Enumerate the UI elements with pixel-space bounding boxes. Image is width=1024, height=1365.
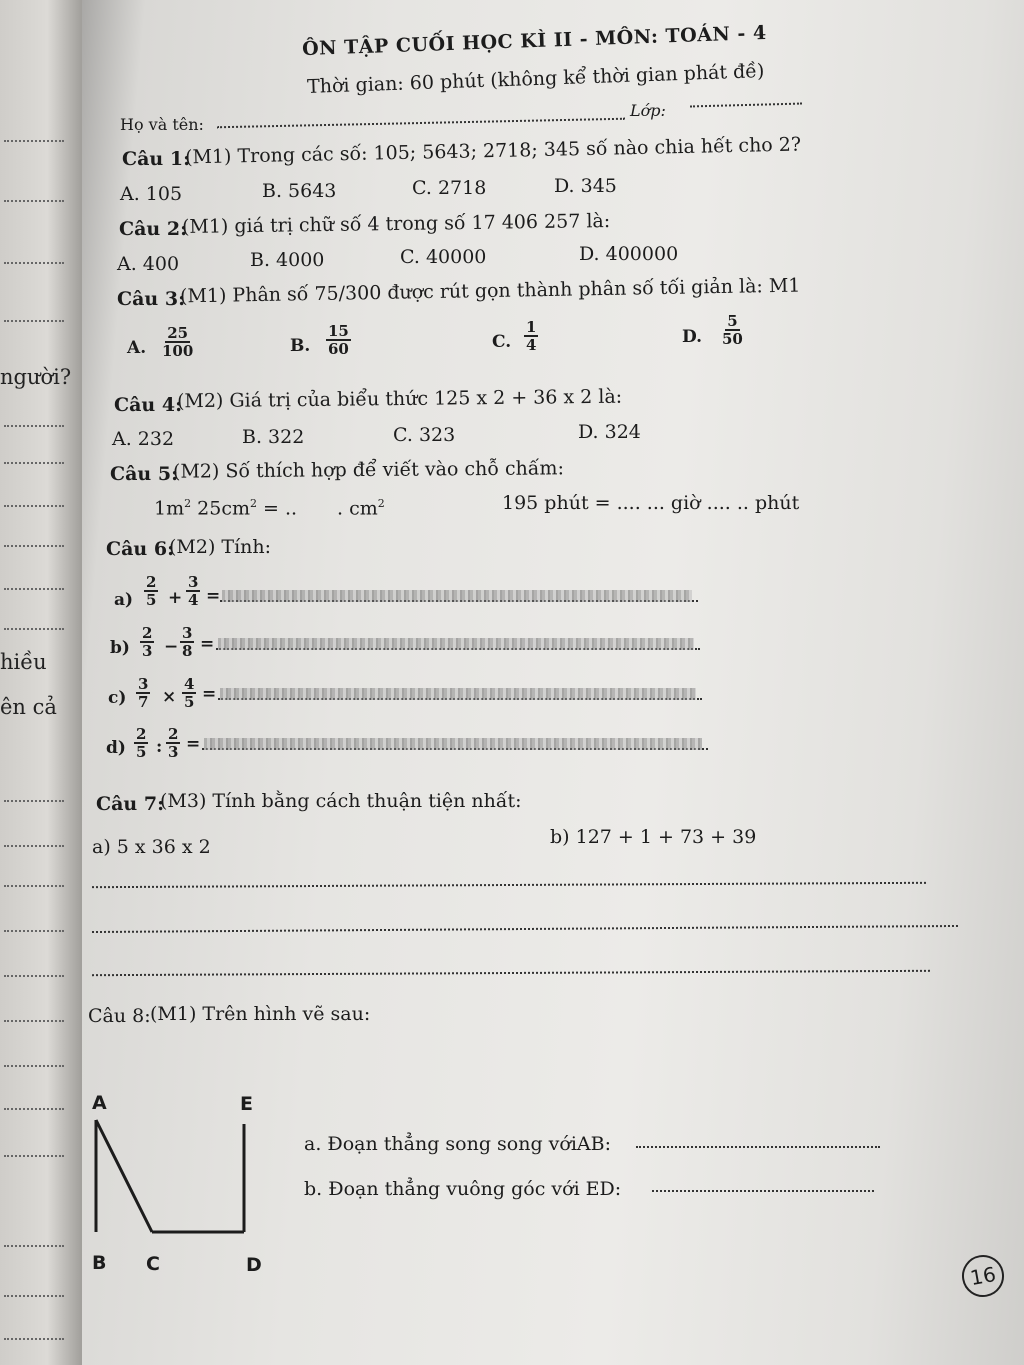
left-page-dotline [4, 930, 64, 932]
denominator: 3 [142, 642, 153, 660]
answer-line[interactable] [636, 1146, 880, 1148]
part-a: a. Đoạn thẳng song song vớiAB: [304, 1133, 612, 1155]
left-page-dotline [4, 320, 64, 322]
answer-line[interactable] [92, 925, 958, 933]
option-d: D. 345 [554, 175, 617, 197]
equals-sign: = [186, 734, 201, 754]
question-text: (M2) Số thích hợp để viết vào chỗ chấm: [172, 457, 565, 483]
denominator: 5 [146, 591, 157, 609]
question-label: Câu 2: [119, 218, 188, 240]
area-conversion [154, 497, 297, 519]
option-c: C. 40000 [400, 246, 487, 268]
numerator: 3 [182, 624, 193, 642]
option-b-fraction [326, 323, 351, 357]
left-page-dotline [4, 1108, 64, 1110]
print-smudge [222, 590, 692, 602]
numerator: 25 [167, 324, 189, 342]
option-c-fraction [524, 319, 538, 353]
operator: + [168, 588, 183, 608]
item-letter: b) [110, 638, 130, 658]
part-b: b) 127 + 1 + 73 + 39 [550, 826, 757, 848]
option-a: A. 105 [120, 183, 183, 205]
operator: × [162, 687, 177, 707]
numerator: 1 [526, 318, 537, 336]
area-value: 1m [154, 497, 185, 520]
name-label: Họ và tên: [120, 115, 204, 134]
left-page-dotline [4, 975, 64, 977]
class-label: Lớp: [630, 101, 666, 120]
question-label: Câu 7: [96, 793, 165, 815]
numerator: 2 [136, 725, 147, 743]
answer-line[interactable] [92, 970, 930, 976]
point-label-e: E [240, 1093, 253, 1115]
area-value: 25cm [191, 497, 250, 520]
print-smudge [204, 738, 702, 750]
left-page-dotline [4, 628, 64, 630]
option-b-letter: B. [290, 336, 311, 356]
left-page-dotline [4, 262, 64, 264]
print-smudge [220, 688, 696, 700]
left-page-edge [0, 0, 86, 1365]
option-a-fraction [160, 325, 195, 359]
operator: − [164, 637, 179, 657]
left-page-dotline [4, 1338, 64, 1340]
question-text: (M1) Trong các số: 105; 5643; 2718; 345 số nào chia hết cho 2? [184, 133, 802, 169]
question-label: Câu 5: [110, 463, 179, 485]
answer-line[interactable] [652, 1190, 874, 1192]
point-label-b: B [92, 1252, 107, 1274]
area-unit [337, 497, 385, 519]
fraction [144, 574, 158, 608]
point-label-d: D [246, 1254, 262, 1276]
left-page-dotline [4, 545, 64, 547]
numerator: 4 [184, 675, 195, 693]
left-page-dotline [4, 885, 64, 887]
left-page-dotline [4, 1020, 64, 1022]
exam-time: Thời gian: 60 phút (không kể thời gian phát đề) [306, 60, 765, 98]
superscript: 2 [377, 497, 385, 510]
fraction [180, 625, 194, 659]
option-c: C. 323 [393, 424, 456, 446]
left-page-dotline [4, 588, 64, 590]
left-page-dotline [4, 800, 64, 802]
denominator: 5 [136, 743, 147, 761]
question-label: Câu 4: [114, 394, 183, 416]
option-a-letter: A. [127, 338, 147, 358]
numerator: 2 [146, 573, 157, 591]
denominator: 100 [162, 342, 194, 360]
question-text: (M1) giá trị chữ số 4 trong số 17 406 257 là: [181, 210, 611, 238]
fraction [140, 625, 154, 659]
print-smudge [218, 638, 694, 650]
item-letter: c) [108, 688, 127, 708]
part-b: b. Đoạn thẳng vuông góc với ED: [304, 1178, 622, 1200]
option-d-letter: D. [682, 327, 703, 347]
numerator: 3 [188, 573, 199, 591]
numerator: 15 [328, 322, 349, 340]
superscript: 2 [184, 497, 192, 510]
denominator: 4 [188, 591, 199, 609]
fraction [182, 676, 196, 710]
question-label: Câu 3: [117, 288, 186, 310]
equals-sign: = [200, 634, 215, 654]
item-letter: a) [114, 590, 134, 610]
fraction [186, 574, 200, 608]
equals-sign: = [206, 586, 221, 606]
left-page-dotline [4, 505, 64, 507]
option-d-fraction [720, 313, 745, 347]
item-letter: d) [106, 738, 126, 758]
time-conversion: 195 phút = .... ... giờ .... .. phút [502, 492, 800, 514]
denominator: 4 [526, 336, 537, 354]
left-page-dotline [4, 462, 64, 464]
question-text: (M1) Phân số 75/300 được rút gọn thành phân số tối giản là: M1 [179, 274, 801, 308]
question-text: (M2) Giá trị của biểu thức 125 x 2 + 36 x 2 là: [176, 385, 623, 413]
left-page-dotline [4, 1155, 64, 1157]
option-c: C. 2718 [412, 177, 487, 199]
option-b: B. 5643 [262, 180, 337, 202]
denominator: 3 [168, 743, 179, 761]
left-page-dotline [4, 1295, 64, 1297]
blank: = .. [256, 497, 298, 520]
left-page-dotline [4, 200, 64, 202]
left-page-dotline [4, 140, 64, 142]
page-number: 16 [959, 1252, 1008, 1301]
question-text: (M1) Trên hình vẽ sau: [150, 1003, 371, 1025]
question-label: Câu 1: [122, 148, 191, 170]
option-a: A. 232 [112, 428, 175, 450]
option-b: B. 4000 [250, 249, 325, 271]
left-page-dotline [4, 425, 64, 427]
left-page-fragment: hiều [0, 650, 47, 674]
left-page-dotline [4, 1065, 64, 1067]
exam-sheet [82, 0, 1024, 1365]
option-c-letter: C. [492, 332, 512, 352]
denominator: 8 [182, 642, 193, 660]
name-field[interactable] [217, 118, 625, 129]
left-page-fragment: người? [0, 365, 72, 389]
option-d: D. 400000 [579, 243, 679, 265]
unit: . cm [337, 497, 378, 520]
question-label: Câu 8: [88, 1005, 151, 1027]
point-label-c: C [146, 1253, 160, 1275]
numerator: 2 [142, 624, 153, 642]
class-field[interactable] [690, 103, 802, 108]
exam-title: ÔN TẬP CUỐI HỌC KÌ II - MÔN: TOÁN - 4 [301, 21, 767, 61]
denominator: 5 [184, 693, 195, 711]
denominator: 7 [138, 693, 149, 711]
numerator: 2 [168, 725, 179, 743]
superscript: 2 [249, 497, 257, 510]
left-page-fragment: ên cả [0, 695, 57, 719]
numerator: 5 [727, 312, 738, 330]
answer-line[interactable] [92, 882, 926, 888]
left-page-dotline [4, 1245, 64, 1247]
denominator: 50 [722, 330, 743, 348]
question-text: (M2) Tính: [169, 536, 272, 558]
part-a: a) 5 x 36 x 2 [92, 836, 211, 858]
fraction [136, 676, 150, 710]
left-page-dotline [4, 845, 64, 847]
point-label-a: A [92, 1092, 107, 1114]
question-text: (M3) Tính bằng cách thuận tiện nhất: [160, 790, 522, 812]
fraction [166, 726, 180, 760]
option-a: A. 400 [117, 253, 180, 275]
denominator: 60 [328, 340, 349, 358]
option-b: B. 322 [242, 426, 305, 448]
fraction [134, 726, 148, 760]
operator: : [156, 737, 163, 757]
equals-sign: = [202, 684, 217, 704]
numerator: 3 [138, 675, 149, 693]
question-label: Câu 6: [106, 538, 175, 560]
option-d: D. 324 [578, 421, 641, 443]
